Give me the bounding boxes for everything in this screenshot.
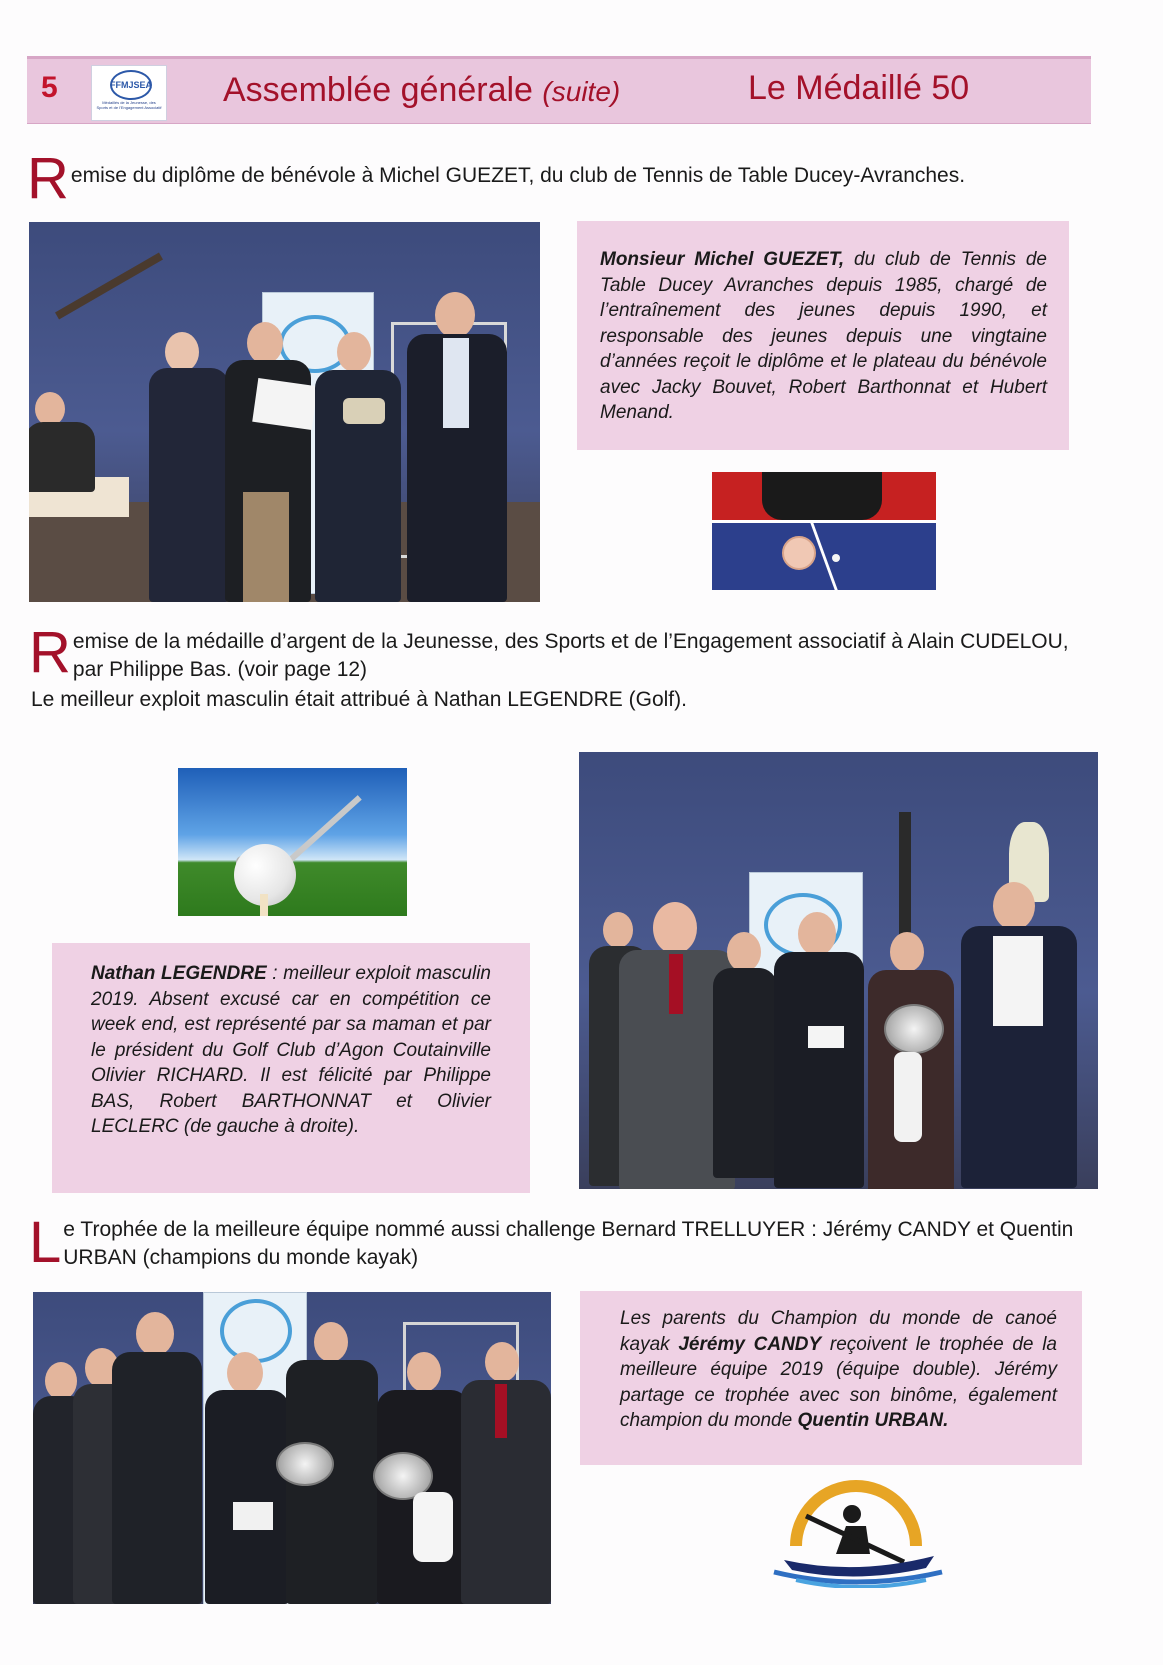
golf-image — [178, 768, 407, 916]
title-suffix: (suite) — [542, 76, 621, 107]
section1-intro — [27, 146, 1097, 211]
caption-candy-name1: Jérémy CANDY — [678, 1333, 822, 1355]
caption-box-legendre — [52, 943, 530, 1193]
caption-guezet-body: du club de Tennis de Table Ducey Avranches depuis 1985, chargé de l’entraînement des jeunes depuis 1990, et responsable des jeunes depuis une vingtaine d’années reçoit le diplôme et le plateau du bénévole avec Jacky Bouvet, Robert Barthonnat et Hubert Menand. — [600, 249, 1047, 423]
caption-candy-text — [620, 1306, 1057, 1434]
caption-box-guezet — [577, 221, 1069, 450]
photo-legendre-ceremony — [579, 752, 1098, 1189]
ball-icon — [832, 554, 840, 562]
section3-text: e Trophée de la meilleure équipe nommé aussi challenge Bernard TRELLUYER : Jérémy CANDY et Quentin URBAN (champions du monde kayak) — [63, 1218, 1074, 1269]
title-main: Assemblée générale — [223, 71, 533, 109]
paddle-icon — [782, 536, 816, 570]
caption-legendre-body: : meilleur exploit masculin 2019. Absent excusé car en compétition ce week end, est représenté par sa maman et par le président du Golf Club d’Agon Coutainville Olivier RICHARD. Il est félicité par Philippe BAS, Robert BARTHONNAT et Olivier LECLERC (de gauche à droite). — [91, 963, 491, 1137]
caption-guezet-name: Monsieur Michel GUEZET, — [600, 249, 845, 270]
caption-box-candy — [580, 1291, 1082, 1465]
caption-legendre-name: Nathan LEGENDRE — [91, 963, 267, 984]
ffmjsea-logo — [91, 65, 167, 121]
logo-caption: Médaillés de la Jeunesse, des Sports et de l'Engagement Associatif — [96, 100, 162, 110]
publication-name: Le Médaillé 50 — [748, 69, 970, 107]
caption-candy-part1: Les parents du Champion du monde de canoé kayak — [620, 1308, 1057, 1355]
photo-candy-ceremony — [33, 1292, 551, 1604]
section2-line2: Le meilleur exploit masculin était attribué à Nathan LEGENDRE (Golf). — [31, 688, 687, 711]
caption-candy-name2: Quentin URBAN. — [797, 1410, 949, 1431]
dropcap-l: L — [29, 1210, 62, 1275]
photo-guezet-ceremony — [29, 222, 540, 602]
dropcap-r1: R — [27, 146, 69, 211]
section1-text: emise du diplôme de bénévole à Michel GUEZET, du club de Tennis de Table Ducey-Avranches. — [70, 164, 966, 187]
kayak-icon — [766, 1476, 946, 1588]
caption-legendre-text — [91, 961, 491, 1140]
section3-intro — [29, 1210, 1099, 1275]
caption-guezet-text — [600, 247, 1047, 426]
caption-candy-part2: reçoivent le trophée de la meilleure équipe 2019 (équipe double). Jérémy partage ce trophée avec son binôme, également champion du monde — [620, 1333, 1057, 1431]
table-tennis-image — [712, 472, 936, 590]
page-number: 5 — [41, 71, 58, 104]
dropcap-r2: R — [29, 620, 71, 685]
section2-text: emise de la médaille d’argent de la Jeunesse, des Sports et de l’Engagement associatif à Alain CUDELOU, par Philippe Bas. (voir page 12) — [72, 630, 1069, 681]
page-title — [223, 71, 620, 110]
page-header — [27, 56, 1091, 124]
logo-emblem: FFMJSEA — [110, 70, 152, 100]
section2-intro — [29, 620, 1099, 685]
